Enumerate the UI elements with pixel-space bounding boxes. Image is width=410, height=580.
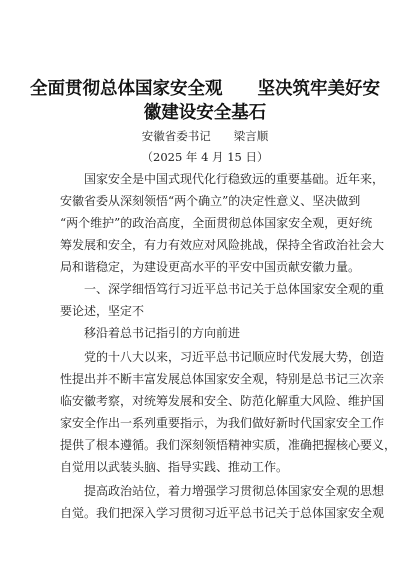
section-heading-line: 移沿着总书记指引的方向前进 bbox=[84, 326, 241, 340]
body-line: 国家安全是中国式现代化行稳致远的重要基础。近年来， bbox=[84, 172, 385, 186]
body-line: 家安全作出一系列重要指示，为我们做好新时代国家安全工作 bbox=[60, 416, 385, 430]
body-line: 局和谐稳定，为建设更高水平的平安中国贡献安徽力量。 bbox=[60, 260, 361, 274]
body-line: 临安徽考察，对统筹发展和安全、防范化解重大风险、维护国 bbox=[60, 394, 385, 408]
body-line: 安徽省委从深刻领悟“两个确立”的决定性意义、坚决做到 bbox=[60, 194, 361, 208]
section-heading-line: 要论述，坚定不 bbox=[60, 304, 145, 318]
body-line: 自觉用以武装头脑、指导实践、推动工作。 bbox=[60, 460, 289, 474]
title-line-2: 徽建设安全基石 bbox=[143, 103, 267, 123]
body-line: 提供了根本遵循。我们深刻领悟精神实质，准确把握核心要义， bbox=[60, 438, 397, 452]
body-line: 提高政治站位，着力增强学习贯彻总体国家安全观的思想 bbox=[84, 484, 385, 498]
title-line-1: 全面贯彻总体国家安全观 坚决筑牢美好安 bbox=[30, 79, 380, 99]
body-line: 筹发展和安全，有力有效应对风险挑战，保持全省政治社会大 bbox=[60, 238, 385, 252]
body-line: “两个维护”的政治高度，全面贯彻总体国家安全观，更好统 bbox=[60, 216, 373, 230]
date-line: （2025 年 4 月 15 日） bbox=[141, 150, 269, 164]
body-line: 性提出并不断丰富发展总体国家安全观，特别是总书记三次亲 bbox=[60, 372, 385, 386]
section-heading-line: 一、深学细悟笃行习近平总书记关于总体国家安全观的重 bbox=[84, 282, 385, 296]
body-line: 自觉。我们把深入学习贯彻习近平总书记关于总体国家安全观 bbox=[60, 506, 385, 520]
author-line: 安徽省委书记 梁言顺 bbox=[141, 129, 269, 143]
body-line: 党的十八大以来，习近平总书记顺应时代发展大势，创造 bbox=[84, 350, 385, 364]
